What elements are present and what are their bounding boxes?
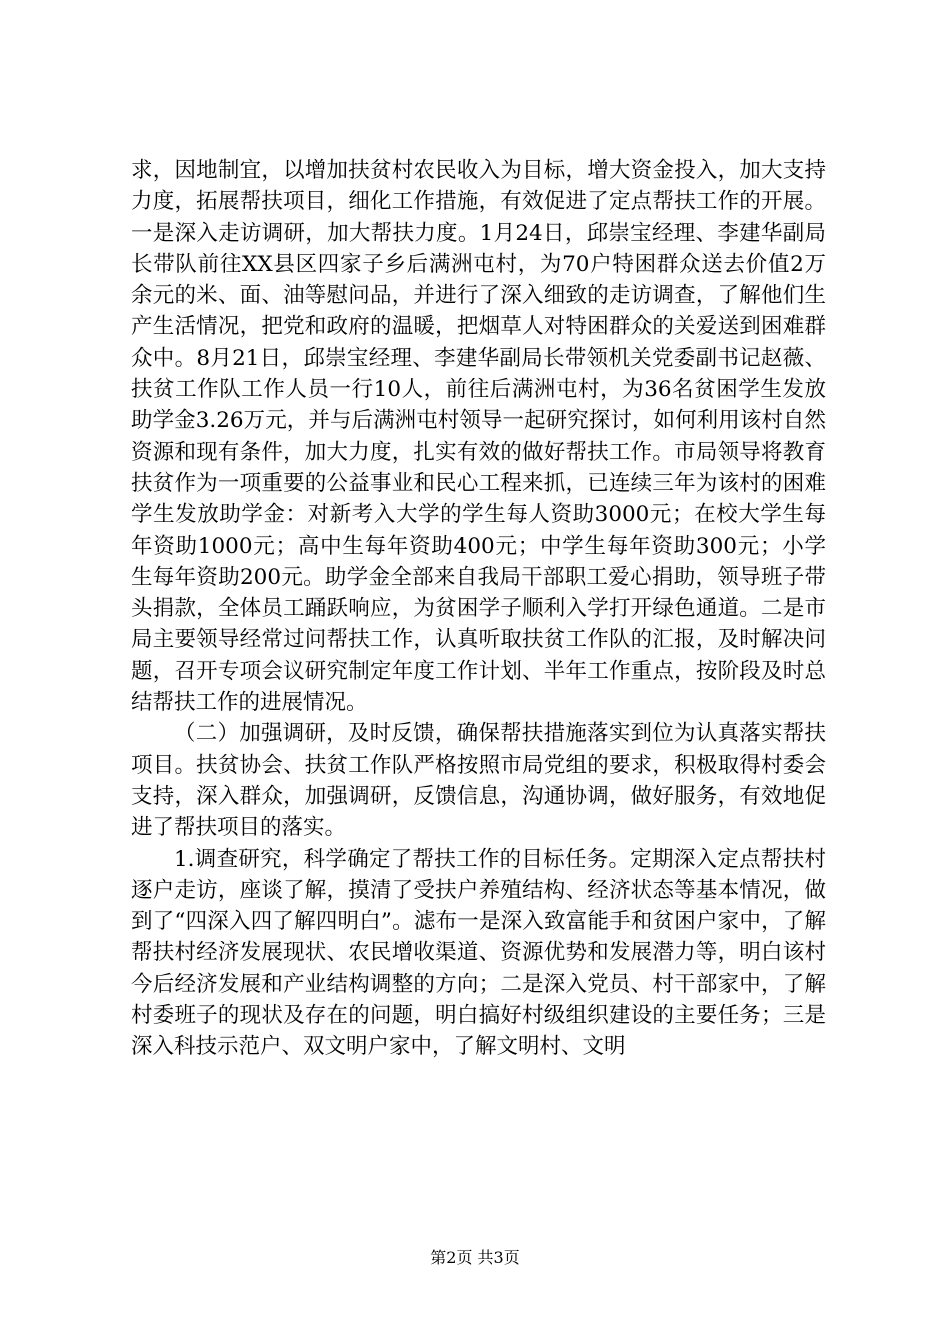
page-footer: [0, 1245, 950, 1268]
document-body: [131, 155, 826, 1063]
paragraph-1: 求，因地制宜，以增加扶贫村农民收入为目标，增大资金投入，加大支持力度，拓展帮扶项目，细化工作措施，有效促进了定点帮扶工作的开展。一是深入走访调研，加大帮扶力度。1月24日，邱崇宝经理、李建华副局长带队前往XX县区四家子乡后满洲屯村，为70户特困群众送去价值2万余元的米、面、油等慰问品，并进行了深入细致的走访调查，了解他们生产生活情况，把党和政府的温暖，把烟草人对特困群众的关爱送到困难群众中。8月21日，邱崇宝经理、李建华副局长带领机关党委副书记赵薇、扶贫工作队工作人员一行10人，前往后满洲屯村，为36名贫困学生发放助学金3.26万元，并与后满洲屯村领导一起研究探讨，如何利用该村自然资源和现有条件，加大力度，扎实有效的做好帮扶工作。市局领导将教育扶贫作为一项重要的公益事业和民心工程来抓，已连续三年为该村的困难学生发放助学金：对新考入大学的学生每人资助3000元；在校大学生每年资助1000元；高中生每年资助400元；中学生每年资助300元；小学生每年资助200元。助学金全部来自我局干部职工爱心捐助，领导班子带头捐款，全体员工踊跃响应，为贫困学子顺利入学打开绿色通道。二是市局主要领导经常过问帮扶工作，认真听取扶贫工作队的汇报，及时解决问题，召开专项会议研究制定年度工作计划、半年工作重点，按阶段及时总结帮扶工作的进展情况。: [131, 158, 826, 716]
paragraph-2: （二）加强调研，及时反馈，确保帮扶措施落实到位为认真落实帮扶项目。扶贫协会、扶贫工作队严格按照市局党组的要求，积极取得村委会支持，深入群众，加强调研，反馈信息，沟通协调，做好服务，有效地促进了帮扶项目的落实。: [131, 721, 826, 841]
page-number-label: 第2页 共3页: [430, 1248, 520, 1267]
paragraph-3: 1.调查研究，科学确定了帮扶工作的目标任务。定期深入定点帮扶村逐户走访，座谈了解，摸清了受扶户养殖结构、经济状态等基本情况，做到了“四深入四了解四明白”。滤布一是深入致富能手和贫困户家中，了解帮扶村经济发展现状、农民增收渠道、资源优势和发展潜力等，明白该村今后经济发展和产业结构调整的方向；二是深入党员、村干部家中，了解村委班子的现状及存在的问题，明白搞好村级组织建设的主要任务；三是深入科技示范户、双文明户家中，了解文明村、文明: [131, 846, 826, 1060]
